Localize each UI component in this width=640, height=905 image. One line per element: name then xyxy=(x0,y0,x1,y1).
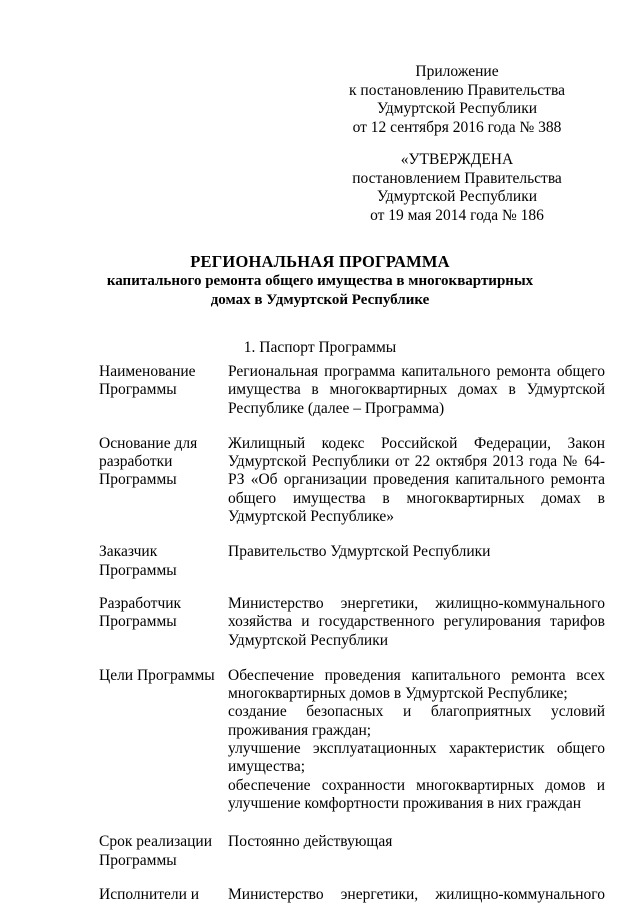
passport-row-value xyxy=(228,543,605,580)
passport-row xyxy=(99,886,605,904)
passport-row-text: улучшение эксплуатационных характеристик общего имущества; xyxy=(228,740,605,776)
passport-row-text: Жилищный кодекс Российской Федерации, Закон Удмуртской Республики от 22 октября 2013 года № 64-РЗ «Об организации проведения капитального ремонта общего имущества в многоквартирных домах в Удмуртской Республике» xyxy=(228,434,605,526)
passport-row xyxy=(99,833,605,870)
passport-row xyxy=(99,667,605,813)
passport-row-label: Срок реализации Программы xyxy=(99,833,212,869)
approval-line: от 19 мая 2014 года № 186 xyxy=(370,206,544,224)
appendix-line: Приложение xyxy=(415,63,499,80)
program-title xyxy=(100,252,540,310)
passport-row-text: Обеспечение проведения капитального ремонта всех многоквартирных домов в Удмуртской Республике; xyxy=(228,666,605,703)
passport-row xyxy=(99,595,605,650)
appendix-line: Удмуртской Республики xyxy=(376,100,538,117)
passport-row-text: создание безопасных и благоприятных условий проживания граждан; xyxy=(228,703,605,739)
passport-row-value xyxy=(228,667,605,813)
passport-table xyxy=(99,363,605,904)
passport-row xyxy=(99,363,605,418)
passport-row xyxy=(99,543,605,580)
passport-row-label: Наименование Программы xyxy=(99,363,196,399)
passport-row-text: Правительство Удмуртской Республики xyxy=(228,543,491,561)
appendix-block xyxy=(307,63,607,137)
program-title-main: РЕГИОНАЛЬНАЯ ПРОГРАММА xyxy=(190,252,450,271)
appendix-line: от 12 сентября 2016 года № 388 xyxy=(352,118,562,136)
approval-line: Удмуртской Республики xyxy=(376,188,538,205)
passport-row-label: Цели Программы xyxy=(99,666,215,684)
passport-row-label: Основание для разработки Программы xyxy=(99,434,198,489)
passport-row-label: Заказчик Программы xyxy=(99,543,177,579)
section-heading: 1. Паспорт Программы xyxy=(243,339,397,356)
program-title-sub-line: домах в Удмуртской Республике xyxy=(210,292,430,308)
passport-row-value xyxy=(228,833,605,870)
passport-row-label: Разработчик Программы xyxy=(99,594,182,631)
passport-row-text: Министерство энергетики, жилищно-коммунального хозяйства и государственного регулирования тарифов Удмуртской Республики xyxy=(228,594,605,649)
passport-row-value xyxy=(228,435,605,526)
approval-line: постановлением Правительства xyxy=(352,169,562,187)
passport-row-text: Постоянно действующая xyxy=(228,833,393,851)
passport-row-text: Региональная программа капитального ремонта общего имущества в многоквартирных домах в Удмуртской Республике (далее – Программа) xyxy=(228,363,605,417)
approval-block xyxy=(307,151,607,225)
approval-line: «УТВЕРЖДЕНА xyxy=(400,151,514,168)
passport-row-text: Министерство энергетики, жилищно-коммунального xyxy=(228,885,605,903)
program-title-sub-line: капитального ремонта общего имущества в многоквартирных xyxy=(106,273,534,289)
passport-row xyxy=(99,435,605,526)
passport-row-label: Исполнители и xyxy=(99,885,200,903)
passport-row-value xyxy=(228,363,605,418)
appendix-line: к постановлению Правительства xyxy=(349,81,565,99)
passport-row-text: обеспечение сохранности многоквартирных домов и улучшение комфортности проживания в них граждан xyxy=(228,776,605,812)
passport-row-value xyxy=(228,886,605,904)
passport-row-value xyxy=(228,595,605,650)
